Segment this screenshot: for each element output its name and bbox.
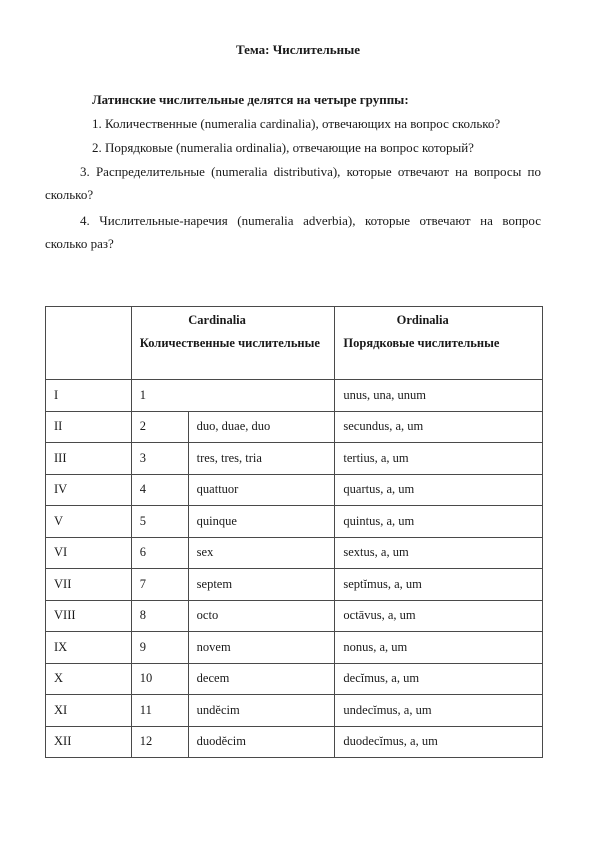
arabic-numeral-cell: 6 — [131, 537, 188, 569]
table-row — [46, 380, 543, 412]
arabic-numeral-cell: 3 — [131, 443, 188, 475]
cardinalia-title: Cardinalia — [188, 313, 246, 327]
page-title: Тема: Числительные — [235, 42, 361, 57]
cardinal-cell: duodĕcim — [188, 726, 335, 758]
arabic-numeral-cell: 11 — [131, 695, 188, 727]
cardinal-cell: novem — [188, 632, 335, 664]
intro-item-4: 4. Числительные-наречия (numeralia adverbia), которые отвечают на вопрос сколько раз? — [45, 213, 541, 251]
arabic-numeral-cell: 10 — [131, 663, 188, 695]
roman-numeral-cell: XII — [46, 726, 132, 758]
cardinal-cell: quinque — [188, 506, 335, 538]
roman-numeral-cell: I — [46, 380, 132, 412]
roman-numeral-cell: X — [46, 663, 132, 695]
intro-item-2: 2. Порядковые (numeralia ordinalia), отвечающие на вопрос который? — [92, 140, 474, 155]
arabic-numeral-cell: 7 — [131, 569, 188, 601]
table-row — [46, 474, 543, 506]
roman-numeral-cell: VII — [46, 569, 132, 601]
cardinal-cell: quattuor — [188, 474, 335, 506]
header-empty-cell — [46, 307, 132, 380]
cardinal-cell: septem — [188, 569, 335, 601]
table-row — [46, 695, 543, 727]
intro-item-1: 1. Количественные (numeralia cardinalia), отвечающих на вопрос сколько? — [92, 116, 501, 131]
arabic-numeral-cell: 1 — [131, 380, 335, 412]
cardinal-cell: undĕcim — [188, 695, 335, 727]
ordinal-cell: septĭmus, a, um — [335, 569, 543, 601]
ordinal-cell: duodecĭmus, a, um — [335, 726, 543, 758]
arabic-numeral-cell: 8 — [131, 600, 188, 632]
roman-numeral-cell: II — [46, 411, 132, 443]
ordinalia-subtitle: Порядковые числительные — [343, 336, 500, 350]
numerals-table — [45, 306, 543, 758]
table-row — [46, 663, 543, 695]
ordinal-cell: quartus, a, um — [335, 474, 543, 506]
cardinal-cell: decem — [188, 663, 335, 695]
arabic-numeral-cell: 4 — [131, 474, 188, 506]
table-row — [46, 726, 543, 758]
header-cardinalia — [131, 307, 335, 380]
roman-numeral-cell: IV — [46, 474, 132, 506]
cardinal-cell: sex — [188, 537, 335, 569]
ordinal-cell: unus, una, unum — [335, 380, 543, 412]
roman-numeral-cell: VIII — [46, 600, 132, 632]
ordinal-cell: nonus, a, um — [335, 632, 543, 664]
cardinal-cell: octo — [188, 600, 335, 632]
table-row — [46, 537, 543, 569]
roman-numeral-cell: III — [46, 443, 132, 475]
ordinal-cell: octāvus, a, um — [335, 600, 543, 632]
ordinal-cell: quintus, a, um — [335, 506, 543, 538]
cardinal-cell: tres, tres, tria — [188, 443, 335, 475]
arabic-numeral-cell: 5 — [131, 506, 188, 538]
intro-heading: Латинские числительные делятся на четыре группы: — [92, 92, 409, 107]
table-row — [46, 443, 543, 475]
roman-numeral-cell: IX — [46, 632, 132, 664]
ordinal-cell: sextus, a, um — [335, 537, 543, 569]
ordinal-cell: undecĭmus, a, um — [335, 695, 543, 727]
arabic-numeral-cell: 12 — [131, 726, 188, 758]
cardinal-cell: duo, duae, duo — [188, 411, 335, 443]
arabic-numeral-cell: 2 — [131, 411, 188, 443]
table-row — [46, 600, 543, 632]
table-header-row — [46, 307, 543, 380]
arabic-numeral-cell: 9 — [131, 632, 188, 664]
table-row — [46, 632, 543, 664]
ordinal-cell: tertius, a, um — [335, 443, 543, 475]
header-ordinalia — [335, 307, 543, 380]
ordinal-cell: decĭmus, a, um — [335, 663, 543, 695]
intro-item-3: 3. Распределительные (numeralia distributiva), которые отвечают на вопросы по сколько? — [45, 164, 541, 202]
cardinalia-subtitle: Количественные числительные — [139, 336, 320, 350]
table-row — [46, 411, 543, 443]
table-row — [46, 506, 543, 538]
roman-numeral-cell: XI — [46, 695, 132, 727]
ordinalia-title: Ordinalia — [396, 313, 449, 327]
table-row — [46, 569, 543, 601]
ordinal-cell: secundus, a, um — [335, 411, 543, 443]
roman-numeral-cell: VI — [46, 537, 132, 569]
roman-numeral-cell: V — [46, 506, 132, 538]
